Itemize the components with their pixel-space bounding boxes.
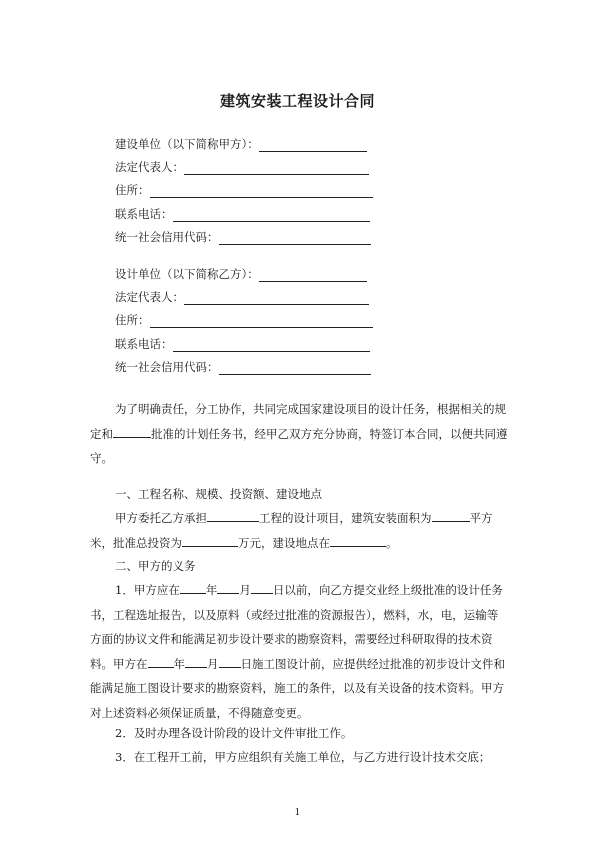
party-b-credit-code-blank[interactable]	[219, 362, 371, 375]
item1-text-g: 日施工图设计前，应提供经过批准的初步设计文件和能满足施工图设计要求的勘察资料，施工的条件，以及有关设备的技术资料。甲方对上述资料必须保证质量，不得随意变更。	[90, 656, 505, 720]
party-a-phone-field	[115, 204, 370, 222]
section2-heading: 二、甲方的义务	[115, 559, 196, 573]
party-b-phone-label: 联系电话：	[115, 337, 173, 351]
party-b-rep-blank[interactable]	[184, 292, 369, 305]
party-a-unit-label: 建设单位（以下简称甲方）：	[115, 137, 259, 151]
section1-paragraph	[90, 506, 508, 555]
page-number: 1	[294, 808, 301, 818]
section1-text-2: 工程的设计项目，建筑安装面积为	[259, 511, 432, 525]
party-a-phone-label: 联系电话：	[115, 207, 173, 221]
year-blank-2[interactable]	[148, 656, 174, 668]
party-a-address-blank[interactable]	[150, 185, 373, 198]
day-blank-1[interactable]	[251, 582, 273, 594]
party-b-address-blank[interactable]	[150, 315, 373, 328]
party-b-credit-code-field	[115, 357, 371, 375]
party-a-phone-blank[interactable]	[173, 209, 370, 222]
section2-item1	[90, 578, 508, 725]
party-b-rep-field	[115, 287, 369, 305]
party-b-unit-blank[interactable]	[259, 269, 367, 282]
item1-text-b: 年	[205, 583, 218, 597]
location-blank[interactable]	[330, 535, 386, 547]
document-title: 建筑安装工程设计合同	[219, 92, 375, 110]
month-blank-2[interactable]	[185, 656, 207, 668]
item1-text-a: 1．甲方应在	[115, 583, 180, 597]
party-a-unit-field	[115, 134, 367, 152]
party-a-address-field	[115, 180, 373, 198]
day-blank-2[interactable]	[219, 656, 241, 668]
section1-text-4: 万元，建设地点在	[238, 535, 330, 550]
intro-text-1: 为了明确责任，分工协作，共同完成国家建设项目的设计任务，根据相关的规定和	[90, 402, 506, 441]
item1-text-c: 月	[239, 583, 251, 597]
party-a-rep-field	[115, 157, 369, 175]
party-b-unit-label: 设计单位（以下简称乙方）：	[115, 267, 259, 281]
section2-item3: 3．在工程开工前，甲方应组织有关施工单位，与乙方进行设计技术交底；	[115, 750, 491, 764]
month-blank-1[interactable]	[217, 582, 239, 594]
section1-text-3: 平方米，批准总投资为	[90, 511, 493, 550]
party-a-credit-code-label: 统一社会信用代码：	[115, 230, 219, 244]
item1-text-e: 年	[173, 656, 185, 671]
year-blank-1[interactable]	[180, 582, 206, 594]
party-a-unit-blank[interactable]	[259, 139, 367, 152]
item1-text-d: 日以前，向乙方提交业经上级批准的设计任务书，工程选址报告，以及原料（或经过批准的资源报告），燃料，水，电，运输等方面的协议文件和能满足初步设计要求的勘察资料，需要经过科研取得的技术资料。甲方在	[90, 583, 503, 671]
party-b-unit-field	[115, 264, 367, 282]
party-b-phone-blank[interactable]	[173, 339, 370, 352]
intro-blank[interactable]	[113, 426, 151, 438]
section2-item2: 2．及时办理各设计阶段的设计文件审批工作。	[115, 726, 353, 740]
party-b-rep-label: 法定代表人：	[115, 290, 184, 304]
item1-text-f: 月	[207, 656, 219, 671]
area-blank[interactable]	[432, 510, 470, 522]
intro-paragraph	[90, 397, 508, 471]
party-a-credit-code-field	[115, 227, 371, 245]
party-b-address-field	[115, 310, 373, 328]
party-a-rep-label: 法定代表人：	[115, 160, 184, 174]
party-a-address-label: 住所：	[115, 183, 150, 197]
party-b-phone-field	[115, 334, 370, 352]
project-name-blank[interactable]	[207, 510, 259, 522]
party-a-rep-blank[interactable]	[184, 162, 369, 175]
section1-text-1: 甲方委托乙方承担	[115, 511, 207, 525]
intro-text-2: 批准的计划任务书，经甲乙双方充分协商，特签订本合同，以便共同遵守。	[90, 426, 508, 465]
party-a-credit-code-blank[interactable]	[219, 232, 371, 245]
section1-heading: 一、工程名称、规模、投资额、建设地点	[115, 487, 322, 501]
party-b-address-label: 住所：	[115, 313, 150, 327]
section1-text-5: 。	[386, 535, 398, 550]
party-b-credit-code-label: 统一社会信用代码：	[115, 360, 219, 374]
investment-blank[interactable]	[182, 535, 238, 547]
